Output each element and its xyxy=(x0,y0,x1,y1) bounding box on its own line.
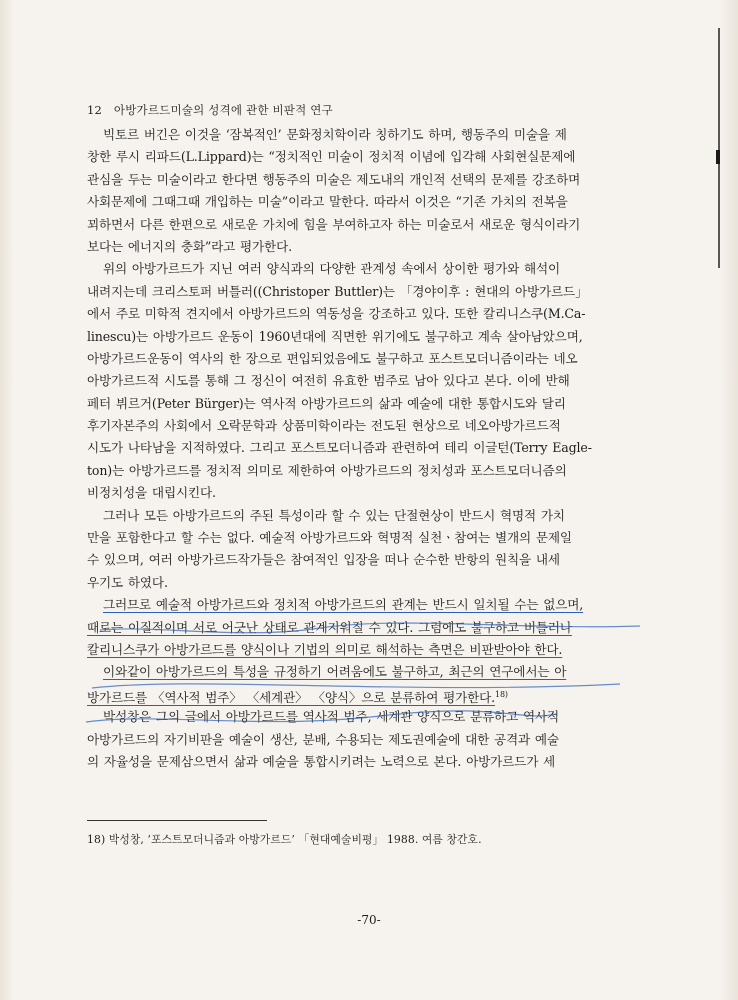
paragraph-1 xyxy=(87,124,637,258)
footnote: 18) 박성창, ‘포스트모더니즘과 아방가르드’ 「현대예술비평」 1988. 여름 창간호. xyxy=(87,833,482,846)
underlined-text: 방가르드를 〈역사적 범주〉 〈세계관〉 〈양식〉으로 분류하여 평가한다. xyxy=(87,689,496,705)
text-line: 창한 루시 리파드(L.Lippard)는 “정치적인 미술이 정치적 이념에 입각해 사회현실문제에 xyxy=(87,149,576,165)
text-line: 우기도 하였다. xyxy=(87,574,168,590)
text-line: 아방가르드의 자기비판을 예술이 생산, 분배, 수용되는 제도권예술에 대한 공격과 예술 xyxy=(87,731,559,747)
page-number: -70- xyxy=(357,913,381,927)
text-line-with-footnote xyxy=(87,684,637,706)
text-line: 페터 뷔르거(Peter Bürger)는 역사적 아방가르드의 삶과 예술에 대한 통합시도와 달리 xyxy=(87,395,566,411)
header-title: 아방가르드미술의 성격에 관한 비판적 연구 xyxy=(113,103,333,117)
paragraph-4 xyxy=(87,594,637,706)
underlined-text-line: 때로는 이질적이며 서로 어긋난 상태로 관계지워질 수 있다. 그럼에도 불구하고 버틀러나 xyxy=(87,619,572,635)
text-line: 비정치성을 대립시킨다. xyxy=(87,485,216,501)
underlined-text-line: 그러므로 예술적 아방가르드와 정치적 아방가르드의 관계는 반드시 일치될 수는 없으며, xyxy=(103,597,584,613)
text-line: 후기자본주의 사회에서 오락문학과 상품미학이라는 전도된 현상으로 네오아방가르드적 xyxy=(87,418,561,434)
text-line: 빅토르 버긴은 이것을 ‘잠복적인’ 문화정치학이라 칭하기도 하며, 행동주의 미술을 제 xyxy=(103,127,567,142)
text-line: 시도가 나타남을 지적하였다. 그리고 포스트모더니즘과 관련하여 테리 이글턴(Terry Eagle- xyxy=(87,440,592,456)
text-line: linescu)는 아방가르드 운동이 1960년대에 직면한 위기에도 불구하고 계속 살아남았으며, xyxy=(87,328,583,344)
header-page-number: 12 xyxy=(87,103,103,117)
binding-edge-mark xyxy=(716,150,720,164)
text-line: 아방가르드적 시도를 통해 그 정신이 여전히 유효한 범주로 남아 있다고 본다. 이에 반해 xyxy=(87,373,570,389)
running-header xyxy=(87,102,647,118)
paragraph-3 xyxy=(87,505,637,595)
text-line: 의 자율성을 문제삼으면서 삶과 예술을 통합시키려는 노력으로 본다. 아방가르드가 세 xyxy=(87,753,556,769)
text-line: 그러나 모든 아방가르드의 주된 특성이라 할 수 있는 단절현상이 반드시 혁명적 가치 xyxy=(103,507,565,523)
footnote-reference: 18) xyxy=(495,689,508,699)
text-line: 수 있으며, 여러 아방가르드작가들은 참여적인 입장을 떠나 순수한 반항의 원칙을 내세 xyxy=(87,552,560,568)
text-line: ton)는 아방가르드를 정치적 의미로 제한하여 아방가르드의 정치성과 포스트모더니즘의 xyxy=(87,462,567,478)
text-line: 관심을 두는 미술이라고 한다면 행동주의 미술은 제도내의 개인적 선택의 문제를 강조하며 xyxy=(87,171,581,187)
paragraph-2 xyxy=(87,258,637,504)
text-line: 사회문제에 그때그때 개입하는 미술”이라고 말한다. 따라서 이것은 “기존 가치의 전복을 xyxy=(87,194,568,210)
body-text xyxy=(87,124,637,773)
footnote-divider xyxy=(87,820,267,821)
text-line: 위의 아방가르드가 지닌 여러 양식과의 다양한 관계성 속에서 상이한 평가와 해석이 xyxy=(103,261,561,277)
text-line: 에서 주로 미학적 견지에서 아방가르드의 역동성을 강조하고 있다. 또한 칼리니스쿠(M.Ca- xyxy=(87,306,586,322)
text-line: 내려지는데 크리스토퍼 버틀러((Christoper Buttler)는 「경야이후 : 현대의 아방가르드」 xyxy=(87,283,588,299)
text-line: 꾀하면서 다른 한편으로 새로운 가치에 힘을 부여하고자 하는 미술로서 새로운 형식이라기 xyxy=(87,216,581,232)
paragraph-5 xyxy=(87,706,637,773)
underlined-text-line: 이와같이 아방가르드의 특성을 규정하기 어려움에도 불구하고, 최근의 연구에서는 아 xyxy=(103,664,567,680)
text-line: 박성창은 그의 글에서 아방가르드를 역사적 범주, 세계관 양식으로 분류하고 역사적 xyxy=(103,709,560,725)
text-line: 보다는 에너지의 충화”라고 평가한다. xyxy=(87,238,292,254)
binding-edge-line xyxy=(718,28,720,268)
text-line: 만을 포함한다고 할 수는 없다. 예술적 아방가르드와 혁명적 실천ㆍ참여는 별개의 문제일 xyxy=(87,530,572,546)
text-line: 아방가르드운동이 역사의 한 장으로 편입되었음에도 불구하고 포스트모더니즘이라는 네오 xyxy=(87,350,578,366)
underlined-text-line: 칼리니스쿠가 아방가르드를 양식이나 기법의 의미로 해석하는 측면은 비판받아야 한다. xyxy=(87,641,563,657)
